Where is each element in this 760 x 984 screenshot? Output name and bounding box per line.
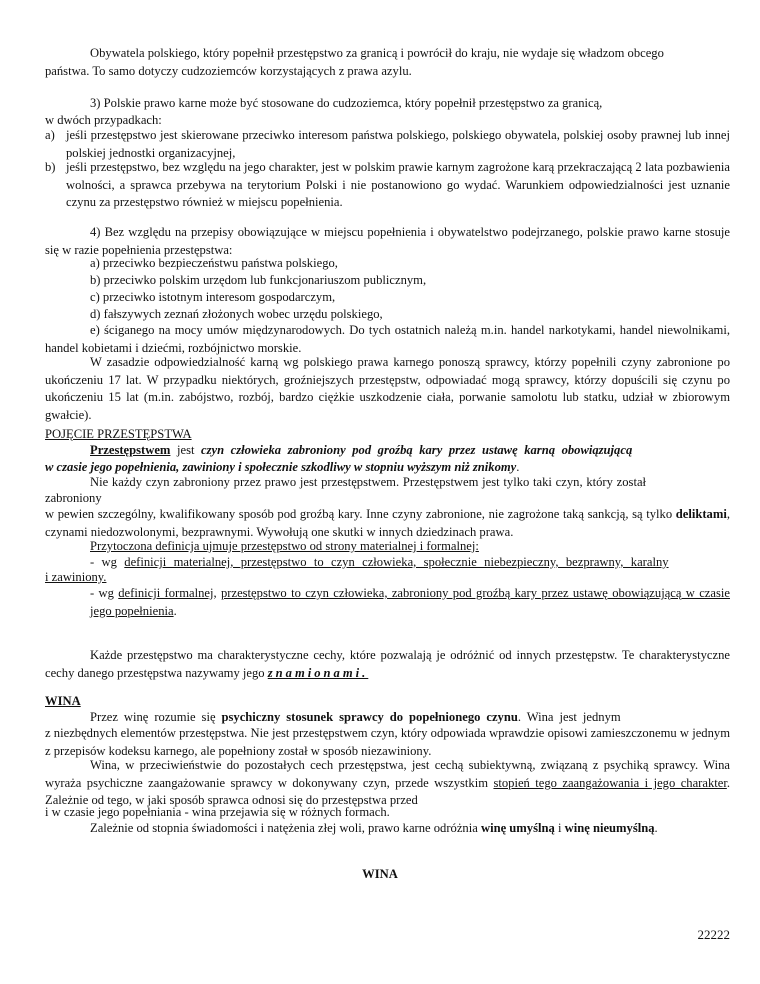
guilt-p1-text: Przez winę rozumie się	[90, 710, 222, 724]
page-number: 22222	[697, 927, 730, 942]
sec3-intro: 3) Polskie prawo karne może być stosowane do cudzoziemca, który popełnił przestępstwo za granicą,	[90, 96, 603, 110]
guilt-p3	[45, 820, 730, 838]
sec3-item-a	[45, 127, 730, 162]
responsibility-paragraph: W zasadzie odpowiedzialność karną wg polskiego prawa karnego ponoszą sprawcy, którzy popełnili czyny zabronione po ukończeniu 17 lat. W przypadku niektórych, groźniejszych przestępstw, odpowiadać mogą sprawcy, którzy dopuścili się czynu po ukończeniu 15 lat (m.in. zabójstwo, rozbój, bardzo ciężkie uszkodzenie ciała, porwanie samolotu lub statku, udział w zbiorowym gwałcie).	[45, 355, 730, 422]
separator: ,	[213, 586, 221, 600]
concept-p2-line-1: Nie każdy czyn zabroniony przez prawo jest przestępstwem. Przestępstwem jest tylko taki czyn, który został	[90, 475, 647, 489]
sec4-item-e: e) ściganego na mocy umów międzynarodowych. Do tych ostatnich należą m.in. handel narkotykami, handel niewolnikami, handel kobietami i dziećmi, rozbójnictwo morskie.	[45, 323, 730, 355]
guilt-p2-text-end: . Zależnie od tego, w jaki sposób sprawca odnosi się do przestępstwa przed	[45, 775, 730, 808]
period: .	[654, 821, 658, 835]
material-definition-end	[45, 569, 730, 587]
sec4-item-d: d) fałszywych zeznań złożonych wobec urzędu polskiego,	[90, 307, 383, 321]
definition-text: czyn człowieka zabroniony pod groźbą kary przez ustawę karną obowiązującą	[201, 443, 633, 457]
concept-p2-line-2: zabroniony	[45, 491, 102, 505]
sec4-item-b: b) przeciwko polskim urzędom lub funkcjonariuszom publicznym,	[90, 273, 427, 287]
term-delikty: deliktami	[675, 507, 727, 521]
concept-p3	[45, 538, 730, 556]
concept-p2-line-3	[45, 506, 730, 541]
concept-p4-text: Każde przestępstwo ma charakterystyczne cechy, które pozwalają je odróżnić od innych przestępstw. Te charakterystyczne cechy danego przestępstwa nazywamy jego	[45, 648, 730, 680]
guilt-p2-underlined: stopień tego zaangażowania i jego charakter	[493, 775, 727, 790]
sec4-item-a: a) przeciwko bezpieczeństwu państwa polskiego,	[90, 256, 338, 270]
guilt-p3-text: Zależnie od stopnia świadomości i natężenia złej woli, prawo karne odróżnia	[90, 821, 481, 835]
guilt-heading: WINA	[45, 694, 81, 708]
dash: - wg	[90, 586, 119, 600]
term-intentional-guilt: winę umyślną	[480, 821, 555, 835]
dash: - wg	[90, 555, 125, 569]
list-marker: b)	[45, 160, 56, 174]
definition-line-1	[45, 442, 730, 460]
intro-line-1: Obywatela polskiego, który popełnił przestępstwo za granicą i powrócił do kraju, nie wydaje się władzom obcego	[90, 46, 664, 60]
guilt-p1-text-end: . Wina jest jednym	[517, 710, 621, 724]
guilt-p2	[45, 757, 730, 810]
sec3-intro-cont: w dwóch przypadkach:	[45, 113, 162, 127]
guilt-p1-line-1	[45, 709, 730, 727]
sec4-item-c: c) przeciwko istotnym interesom gospodarczym,	[90, 290, 336, 304]
term-unintentional-guilt: winę nieumyślną	[564, 821, 655, 835]
conjunction: i	[554, 821, 565, 835]
term-formal-definition: definicji formalnej	[118, 586, 214, 600]
guilt-p1-line-2: z niezbędnych elementów przestępstwa. Nie jest przestępstwem czyn, który odpowiada wprawdzie opisowi zamieszczonemu w jednym z przepisów kodeksu karnego, ale popełniony został w sposób niezawiniony.	[45, 726, 730, 758]
material-definition-text: , przestępstwo to czyn człowieka, społecznie niebezpieczny, bezprawny, karalny	[230, 555, 669, 569]
footer-center-title: WINA	[362, 867, 398, 881]
formal-definition	[45, 585, 730, 620]
list-item-text: jeśli przestępstwo jest skierowane przeciwko interesom państwa polskiego, polskiego obywatela, polskiej osoby prawnej lub innej polskiej jednostki organizacyjnej,	[66, 128, 730, 160]
definition-text-cont: w czasie jego popełnienia, zawiniony i społecznie szkodliwy w stopniu wyższym niż znikomy	[45, 460, 517, 474]
definition-jest: jest	[176, 443, 195, 457]
term-znamiona: znamionami.	[267, 665, 369, 680]
term-przestepstwem: Przestępstwem	[90, 443, 171, 457]
concept-p2-text: w pewien szczególny, kwalifikowany sposób pod groźbą kary. Inne czyny zabronione, nie zagrożone taką sankcją, są tylko	[45, 507, 673, 521]
formal-definition-text: przestępstwo to czyn człowieka, zabroniony pod groźbą kary przez ustawę obowiązującą w czasie jego popełnienia	[90, 586, 730, 618]
definition-end: .	[516, 460, 520, 474]
concept-p3-text: Przytoczona definicja ujmuje przestępstwo od strony materialnej i formalnej:	[90, 539, 479, 553]
concept-p4	[45, 647, 730, 682]
list-item-text: jeśli przestępstwo, bez względu na jego charakter, jest w polskim prawie karnym zagrożone karą przekraczającą 2 lata pozbawienia wolności, a sprawca przebywa na terytorium Polski i nie postanowiono go wydać. Warunkiem odpowiedzialności jest uznanie czynu za przestępstwo również w miejscu popełnienia.	[66, 160, 730, 210]
guilt-p2-text: Wina, w przeciwieństwie do pozostałych cech przestępstwa, jest cechą subiektywną, związaną z psychiką sprawcy. Wina wyraża psychiczne zaangażowanie sprawcy w dokonywany czyn, przede wszystkim	[45, 758, 730, 790]
intro-line-2: państwa. To samo dotyczy cudzoziemców korzystających z prawa azylu.	[45, 64, 412, 78]
list-marker: a)	[45, 128, 55, 142]
section-heading: POJĘCIE PRZESTĘPSTWA	[45, 427, 192, 441]
formal-definition-end: .	[173, 603, 177, 618]
sec4-intro: 4) Bez względu na przepisy obowiązujące w miejscu popełnienia i obywatelstwo podejrzanego, polskie prawo karne stosuje się w razie popełnienia przestępstwa:	[45, 225, 730, 257]
sec3-item-b	[45, 159, 730, 212]
guilt-p2-line-4: i w czasie jego popełniania - wina przejawia się w różnych formach.	[45, 805, 390, 819]
guilt-definition: psychiczny stosunek sprawcy do popełnionego czynu	[221, 710, 518, 724]
material-definition-text-end: i zawiniony.	[45, 570, 107, 584]
term-material-definition: definicji materialnej	[124, 555, 231, 569]
concept-p2-text-end: , czynami niedozwolonymi, bezprawnymi. Wywołują one skutki w innych dziedzinach prawa.	[45, 507, 730, 539]
